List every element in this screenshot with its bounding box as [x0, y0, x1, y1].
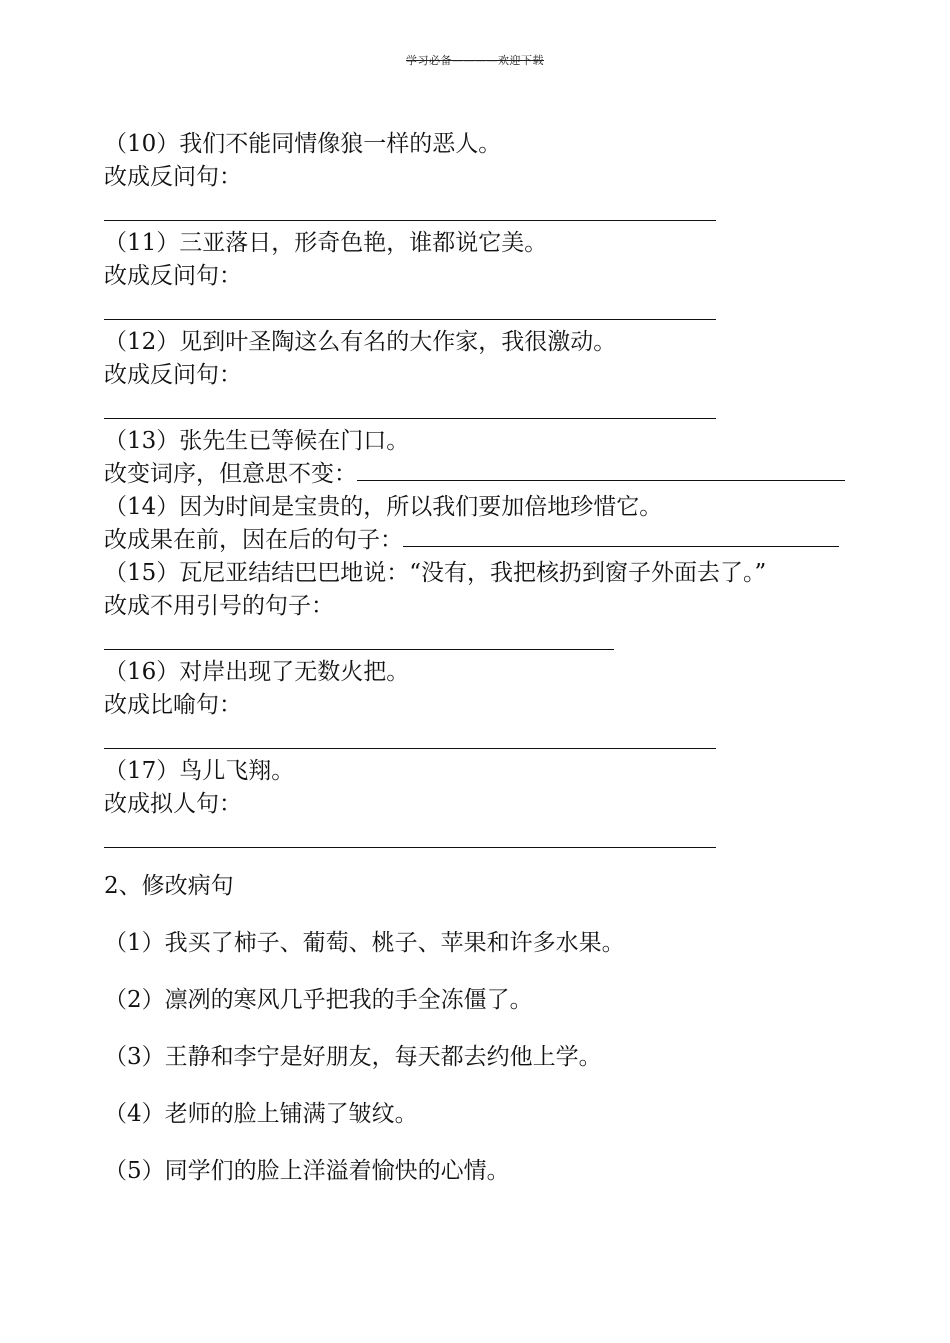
- question-10: （10）我们不能同情像狼一样的恶人。: [104, 131, 502, 157]
- question-14: （14）因为时间是宝贵的，所以我们要加倍地珍惜它。: [104, 494, 663, 520]
- task-11: 改成反问句：: [104, 263, 242, 289]
- answer-line-15[interactable]: [104, 623, 864, 656]
- task-12: 改成反问句：: [104, 362, 242, 388]
- task-14: [104, 524, 864, 557]
- answer-line-12[interactable]: [104, 392, 864, 425]
- question-16: （16）对岸出现了无数火把。: [104, 659, 410, 685]
- answer-line-11[interactable]: [104, 293, 864, 326]
- question-11: （11）三亚落日，形奇色艳，谁都说它美。: [104, 230, 548, 256]
- page-header: 学习必备————欢迎下载: [406, 54, 544, 67]
- question-15: （15）瓦尼亚结结巴巴地说：“没有，我把核扔到窗子外面去了。”: [104, 560, 767, 586]
- task-17: 改成拟人句：: [104, 791, 242, 817]
- answer-line-13[interactable]: [357, 460, 845, 481]
- answer-line-17[interactable]: [104, 821, 864, 854]
- sentence-3: （3）王静和李宁是好朋友，每天都去约他上学。: [104, 1044, 602, 1070]
- answer-line-16[interactable]: [104, 722, 864, 755]
- task-14-label: 改成果在前，因在后的句子：: [104, 527, 403, 553]
- task-16: 改成比喻句：: [104, 692, 242, 718]
- question-13: （13）张先生已等候在门口。: [104, 428, 410, 454]
- question-17: （17）鸟儿飞翔。: [104, 758, 295, 784]
- sentence-5: （5）同学们的脸上洋溢着愉快的心情。: [104, 1158, 510, 1184]
- sentence-1: （1）我买了柿子、葡萄、桃子、苹果和许多水果。: [104, 930, 625, 956]
- question-12: （12）见到叶圣陶这么有名的大作家，我很激动。: [104, 329, 617, 355]
- task-15: 改成不用引号的句子：: [104, 593, 334, 619]
- answer-line-14[interactable]: [403, 526, 839, 547]
- section-2-title: 2、修改病句: [104, 873, 234, 899]
- sentence-4: （4）老师的脸上铺满了皱纹。: [104, 1101, 418, 1127]
- answer-line-10[interactable]: [104, 194, 864, 227]
- sentence-2: （2）凛冽的寒风几乎把我的手全冻僵了。: [104, 987, 533, 1013]
- task-13-label: 改变词序，但意思不变：: [104, 461, 357, 487]
- task-10: 改成反问句：: [104, 164, 242, 190]
- worksheet: [104, 128, 864, 1188]
- task-13: [104, 458, 864, 491]
